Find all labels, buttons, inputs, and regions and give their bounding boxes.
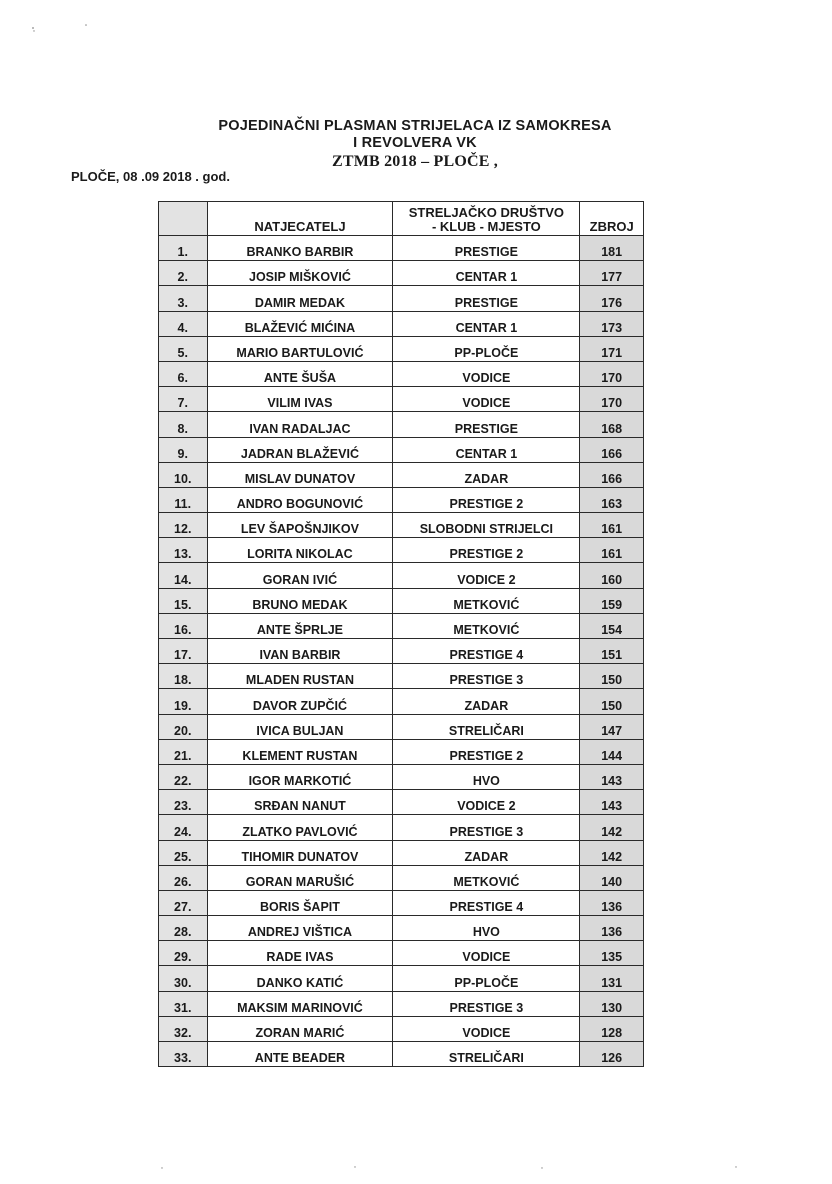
score-cell: 159 bbox=[580, 588, 644, 613]
competitor-cell: MAKSIM MARINOVIĆ bbox=[207, 991, 393, 1016]
rank-cell: 17. bbox=[159, 639, 208, 664]
rank-cell: 29. bbox=[159, 941, 208, 966]
competitor-cell: KLEMENT RUSTAN bbox=[207, 739, 393, 764]
table-row bbox=[159, 639, 644, 664]
competitor-cell: DAMIR MEDAK bbox=[207, 286, 393, 311]
score-cell: 177 bbox=[580, 261, 644, 286]
rank-cell: 7. bbox=[159, 387, 208, 412]
table-row bbox=[159, 437, 644, 462]
table-row bbox=[159, 689, 644, 714]
score-cell: 170 bbox=[580, 387, 644, 412]
table-row bbox=[159, 941, 644, 966]
competitor-cell: GORAN MARUŠIĆ bbox=[207, 865, 393, 890]
place-date: PLOČE, 08 .09 2018 . god. bbox=[71, 169, 230, 184]
table-row bbox=[159, 764, 644, 789]
club-cell: STRELIČARI bbox=[393, 1042, 580, 1067]
competitor-cell: ANDRO BOGUNOVIĆ bbox=[207, 487, 393, 512]
rank-cell: 22. bbox=[159, 764, 208, 789]
club-cell: ZADAR bbox=[393, 462, 580, 487]
score-cell: 176 bbox=[580, 286, 644, 311]
document-title bbox=[170, 118, 660, 171]
header-club bbox=[393, 202, 580, 236]
score-cell: 161 bbox=[580, 538, 644, 563]
score-cell: 150 bbox=[580, 689, 644, 714]
club-cell: PRESTIGE bbox=[393, 236, 580, 261]
competitor-cell: BORIS ŠAPIT bbox=[207, 890, 393, 915]
table-row bbox=[159, 513, 644, 538]
table-row bbox=[159, 311, 644, 336]
rank-cell: 24. bbox=[159, 815, 208, 840]
rank-cell: 18. bbox=[159, 664, 208, 689]
club-cell: VODICE 2 bbox=[393, 790, 580, 815]
club-cell: PRESTIGE 4 bbox=[393, 890, 580, 915]
results-body bbox=[159, 236, 644, 1067]
rank-cell: 33. bbox=[159, 1042, 208, 1067]
competitor-cell: IVAN BARBIR bbox=[207, 639, 393, 664]
rank-cell: 1. bbox=[159, 236, 208, 261]
table-row bbox=[159, 236, 644, 261]
results-table bbox=[158, 201, 644, 1067]
table-row bbox=[159, 261, 644, 286]
score-cell: 170 bbox=[580, 361, 644, 386]
competitor-cell: BLAŽEVIĆ MIĆINA bbox=[207, 311, 393, 336]
competitor-cell: ANTE BEADER bbox=[207, 1042, 393, 1067]
club-cell: PRESTIGE 3 bbox=[393, 664, 580, 689]
score-cell: 142 bbox=[580, 815, 644, 840]
competitor-cell: BRANKO BARBIR bbox=[207, 236, 393, 261]
rank-cell: 23. bbox=[159, 790, 208, 815]
score-cell: 131 bbox=[580, 966, 644, 991]
competitor-cell: ZORAN MARIĆ bbox=[207, 1016, 393, 1041]
club-cell: STRELIČARI bbox=[393, 714, 580, 739]
club-cell: CENTAR 1 bbox=[393, 261, 580, 286]
rank-cell: 16. bbox=[159, 613, 208, 638]
club-cell: VODICE bbox=[393, 941, 580, 966]
rank-cell: 21. bbox=[159, 739, 208, 764]
score-cell: 136 bbox=[580, 916, 644, 941]
score-cell: 166 bbox=[580, 437, 644, 462]
club-cell: CENTAR 1 bbox=[393, 311, 580, 336]
rank-cell: 2. bbox=[159, 261, 208, 286]
competitor-cell: BRUNO MEDAK bbox=[207, 588, 393, 613]
table-row bbox=[159, 714, 644, 739]
rank-cell: 10. bbox=[159, 462, 208, 487]
score-cell: 144 bbox=[580, 739, 644, 764]
table-row bbox=[159, 790, 644, 815]
rank-cell: 14. bbox=[159, 563, 208, 588]
club-cell: HVO bbox=[393, 764, 580, 789]
score-cell: 143 bbox=[580, 790, 644, 815]
club-cell: SLOBODNI STRIJELCI bbox=[393, 513, 580, 538]
competitor-cell: MLADEN RUSTAN bbox=[207, 664, 393, 689]
rank-cell: 12. bbox=[159, 513, 208, 538]
competitor-cell: ZLATKO PAVLOVIĆ bbox=[207, 815, 393, 840]
rank-cell: 27. bbox=[159, 890, 208, 915]
rank-cell: 19. bbox=[159, 689, 208, 714]
competitor-cell: MISLAV DUNATOV bbox=[207, 462, 393, 487]
score-cell: 136 bbox=[580, 890, 644, 915]
rank-cell: 9. bbox=[159, 437, 208, 462]
score-cell: 151 bbox=[580, 639, 644, 664]
score-cell: 150 bbox=[580, 664, 644, 689]
score-cell: 147 bbox=[580, 714, 644, 739]
rank-cell: 3. bbox=[159, 286, 208, 311]
club-cell: PRESTIGE 3 bbox=[393, 815, 580, 840]
score-cell: 173 bbox=[580, 311, 644, 336]
competitor-cell: IGOR MARKOTIĆ bbox=[207, 764, 393, 789]
competitor-cell: GORAN IVIĆ bbox=[207, 563, 393, 588]
table-row bbox=[159, 412, 644, 437]
club-cell: PRESTIGE 2 bbox=[393, 538, 580, 563]
score-cell: 181 bbox=[580, 236, 644, 261]
header-competitor: NATJECATELJ bbox=[207, 202, 393, 236]
table-row bbox=[159, 991, 644, 1016]
competitor-cell: LEV ŠAPOŠNJIKOV bbox=[207, 513, 393, 538]
score-cell: 126 bbox=[580, 1042, 644, 1067]
table-row bbox=[159, 966, 644, 991]
rank-cell: 32. bbox=[159, 1016, 208, 1041]
club-cell: PRESTIGE bbox=[393, 412, 580, 437]
table-header-row bbox=[159, 202, 644, 236]
club-cell: PRESTIGE 2 bbox=[393, 487, 580, 512]
competitor-cell: DANKO KATIĆ bbox=[207, 966, 393, 991]
competitor-cell: RADE IVAS bbox=[207, 941, 393, 966]
rank-cell: 5. bbox=[159, 336, 208, 361]
table-row bbox=[159, 739, 644, 764]
table-row bbox=[159, 1016, 644, 1041]
competitor-cell: MARIO BARTULOVIĆ bbox=[207, 336, 393, 361]
rank-cell: 15. bbox=[159, 588, 208, 613]
club-cell: ZADAR bbox=[393, 689, 580, 714]
competitor-cell: VILIM IVAS bbox=[207, 387, 393, 412]
table-row bbox=[159, 865, 644, 890]
score-cell: 161 bbox=[580, 513, 644, 538]
table-row bbox=[159, 664, 644, 689]
competitor-cell: TIHOMIR DUNATOV bbox=[207, 840, 393, 865]
table-row bbox=[159, 462, 644, 487]
table-row bbox=[159, 538, 644, 563]
club-cell: VODICE bbox=[393, 361, 580, 386]
rank-cell: 8. bbox=[159, 412, 208, 437]
score-cell: 143 bbox=[580, 764, 644, 789]
table-row bbox=[159, 387, 644, 412]
club-cell: PRESTIGE bbox=[393, 286, 580, 311]
rank-cell: 20. bbox=[159, 714, 208, 739]
table-row bbox=[159, 1042, 644, 1067]
club-cell: VODICE bbox=[393, 387, 580, 412]
rank-cell: 13. bbox=[159, 538, 208, 563]
table-row bbox=[159, 286, 644, 311]
score-cell: 128 bbox=[580, 1016, 644, 1041]
header-club-line1: STRELJAČKO DRUŠTVO bbox=[408, 205, 565, 220]
title-line-1: POJEDINAČNI PLASMAN STRIJELACA IZ SAMOKRESA bbox=[218, 118, 612, 134]
score-cell: 168 bbox=[580, 412, 644, 437]
competitor-cell: ANDREJ VIŠTICA bbox=[207, 916, 393, 941]
table-row bbox=[159, 563, 644, 588]
rank-cell: 30. bbox=[159, 966, 208, 991]
table-row bbox=[159, 815, 644, 840]
competitor-cell: JOSIP MIŠKOVIĆ bbox=[207, 261, 393, 286]
competitor-cell: IVICA BULJAN bbox=[207, 714, 393, 739]
score-cell: 163 bbox=[580, 487, 644, 512]
competitor-cell: LORITA NIKOLAC bbox=[207, 538, 393, 563]
title-line-2: I REVOLVERA VK bbox=[353, 135, 477, 151]
rank-cell: 26. bbox=[159, 865, 208, 890]
club-cell: PRESTIGE 4 bbox=[393, 639, 580, 664]
competitor-cell: ANTE ŠUŠA bbox=[207, 361, 393, 386]
rank-cell: 28. bbox=[159, 916, 208, 941]
club-cell: VODICE 2 bbox=[393, 563, 580, 588]
score-cell: 140 bbox=[580, 865, 644, 890]
score-cell: 171 bbox=[580, 336, 644, 361]
club-cell: PP-PLOČE bbox=[393, 336, 580, 361]
rank-cell: 6. bbox=[159, 361, 208, 386]
score-cell: 154 bbox=[580, 613, 644, 638]
table-row bbox=[159, 916, 644, 941]
club-cell: METKOVIĆ bbox=[393, 588, 580, 613]
table-row bbox=[159, 840, 644, 865]
club-cell: VODICE bbox=[393, 1016, 580, 1041]
club-cell: PRESTIGE 3 bbox=[393, 991, 580, 1016]
competitor-cell: DAVOR ZUPČIĆ bbox=[207, 689, 393, 714]
table-row bbox=[159, 613, 644, 638]
club-cell: HVO bbox=[393, 916, 580, 941]
club-cell: METKOVIĆ bbox=[393, 865, 580, 890]
score-cell: 160 bbox=[580, 563, 644, 588]
header-club-line2: - KLUB - MJESTO bbox=[431, 219, 541, 234]
club-cell: CENTAR 1 bbox=[393, 437, 580, 462]
rank-cell: 4. bbox=[159, 311, 208, 336]
club-cell: METKOVIĆ bbox=[393, 613, 580, 638]
header-score: ZBROJ bbox=[580, 202, 644, 236]
title-line-3: ZTMB 2018 – PLOČE , bbox=[331, 153, 499, 170]
score-cell: 166 bbox=[580, 462, 644, 487]
competitor-cell: JADRAN BLAŽEVIĆ bbox=[207, 437, 393, 462]
rank-cell: 11. bbox=[159, 487, 208, 512]
table-row bbox=[159, 487, 644, 512]
table-row bbox=[159, 890, 644, 915]
table-row bbox=[159, 361, 644, 386]
club-cell: ZADAR bbox=[393, 840, 580, 865]
club-cell: PRESTIGE 2 bbox=[393, 739, 580, 764]
competitor-cell: ANTE ŠPRLJE bbox=[207, 613, 393, 638]
competitor-cell: SRĐAN NANUT bbox=[207, 790, 393, 815]
competitor-cell: IVAN RADALJAC bbox=[207, 412, 393, 437]
rank-cell: 25. bbox=[159, 840, 208, 865]
table-row bbox=[159, 336, 644, 361]
score-cell: 135 bbox=[580, 941, 644, 966]
score-cell: 142 bbox=[580, 840, 644, 865]
score-cell: 130 bbox=[580, 991, 644, 1016]
club-cell: PP-PLOČE bbox=[393, 966, 580, 991]
table-row bbox=[159, 588, 644, 613]
header-rank bbox=[159, 202, 208, 236]
rank-cell: 31. bbox=[159, 991, 208, 1016]
